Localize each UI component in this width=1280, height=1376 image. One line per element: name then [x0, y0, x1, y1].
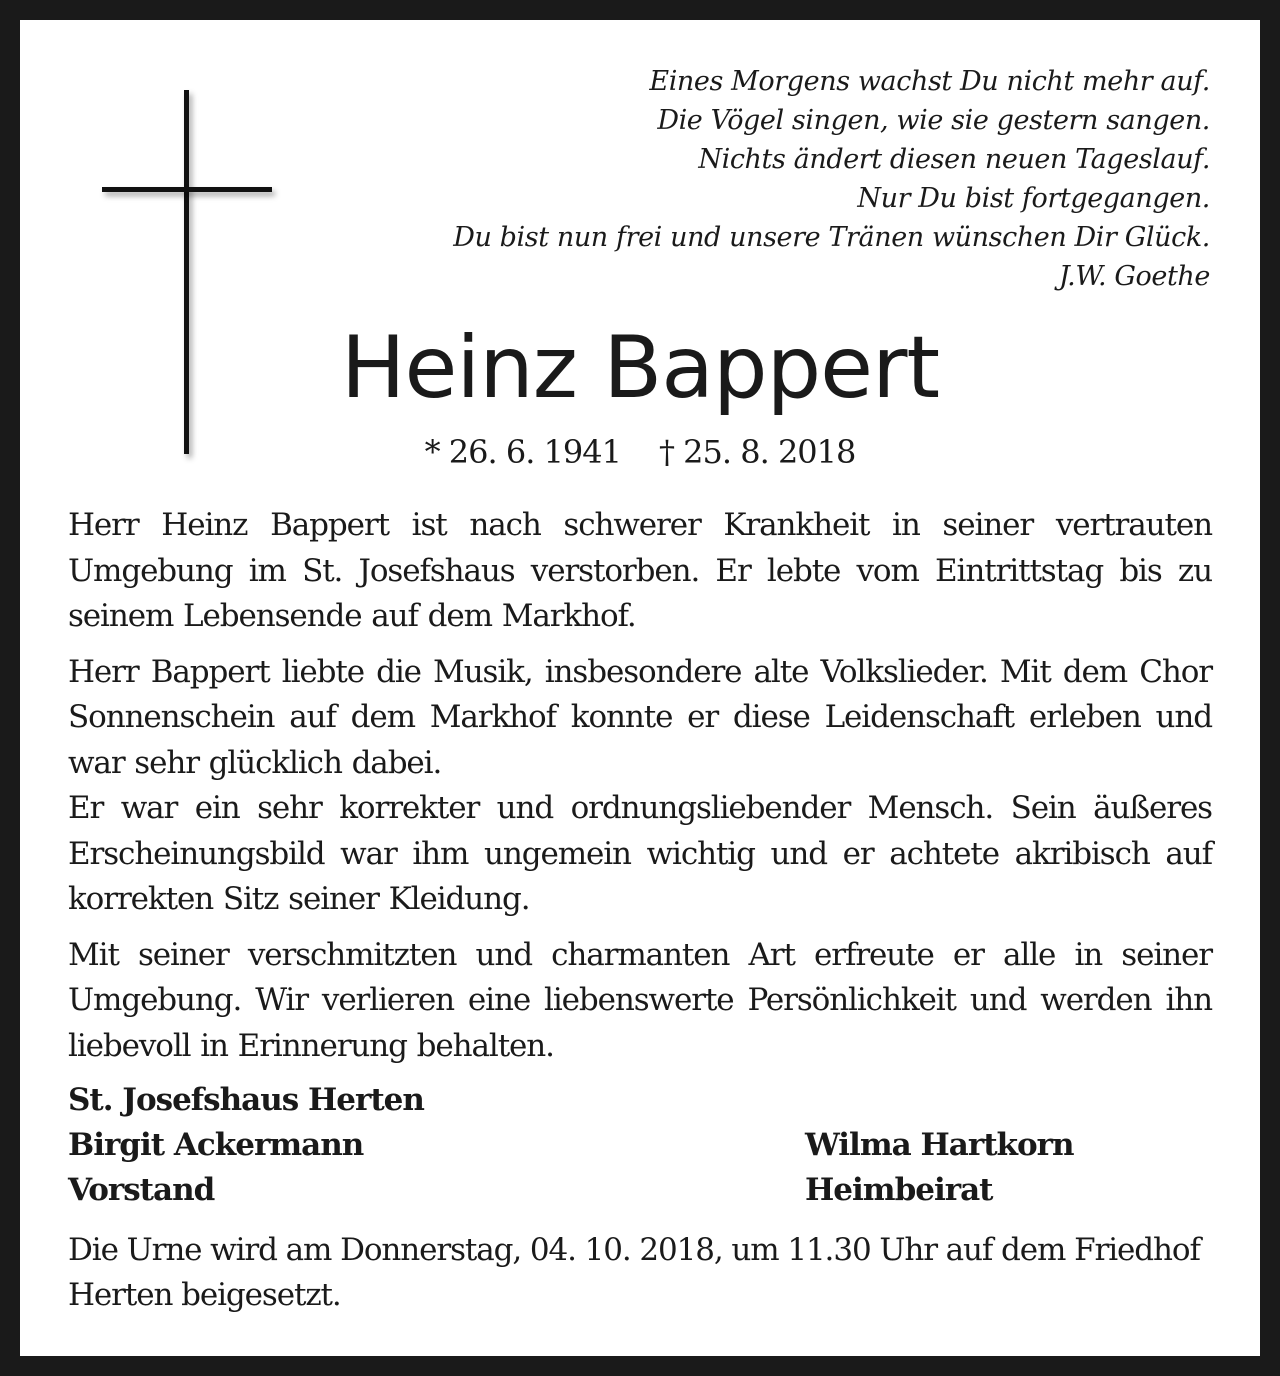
poem-line: Eines Morgens wachst Du nicht mehr auf. — [649, 66, 1210, 97]
obituary-text — [68, 503, 1212, 1069]
paragraph: Herr Bappert liebte die Musik, insbesondere alte Volkslieder. Mit dem Chor Sonnenschein auf dem Markhof konnte er diese Leidenschaft erleben und war sehr glücklich dabei. — [68, 653, 1212, 781]
paragraph: Er war ein sehr korrekter und ordnungsliebender Mensch. Sein äußeres Erscheinungsbild war ihm ungemein wichtig und er achtete akribisch auf korrekten Sitz seiner Kleidung. — [68, 790, 1212, 917]
life-dates — [0, 430, 1280, 474]
death-date: † 25. 8. 2018 — [659, 433, 856, 471]
signer-right-role: Heimbeirat — [805, 1172, 993, 1208]
paragraph: Mit seiner verschmitzten und charmanten Art erfreute er alle in seiner Umgebung. Wir verlieren eine liebenswerte Persönlichkeit und werden ihn liebevoll in Erinnerung behalten. — [68, 936, 1212, 1064]
poem-line: Du bist nun frei und unsere Tränen wünschen Dir Glück. — [453, 222, 1210, 253]
burial-notice: Die Urne wird am Donnerstag, 04. 10. 2018, um 11.30 Uhr auf dem Friedhof Herten beigesetzt. — [68, 1232, 1200, 1313]
poem-line: Nur Du bist fortgegangen. — [857, 183, 1210, 214]
paragraph: Herr Heinz Bappert ist nach schwerer Krankheit in seiner vertrauten Umgebung im St. Josefshaus verstorben. Er lebte vom Eintrittstag bis zu seinem Lebensende auf dem Markhof. — [68, 507, 1212, 634]
signer-left-name: Birgit Ackermann — [68, 1127, 364, 1163]
signatures — [68, 1078, 1212, 1213]
poem-author: J.W. Goethe — [1058, 261, 1210, 292]
poem-line: Die Vögel singen, wie sie gestern sangen. — [657, 105, 1210, 136]
cross-horizontal-beam — [102, 187, 272, 192]
birth-date: * 26. 6. 1941 — [424, 433, 621, 471]
signer-right-name: Wilma Hartkorn — [805, 1127, 1074, 1163]
signer-left-role: Vorstand — [68, 1172, 215, 1208]
deceased-name: Heinz Bappert — [340, 318, 940, 418]
poem-line: Nichts ändert diesen neuen Tageslauf. — [698, 144, 1210, 175]
poem — [350, 62, 1210, 296]
institution-name: St. Josefshaus Herten — [68, 1082, 424, 1118]
